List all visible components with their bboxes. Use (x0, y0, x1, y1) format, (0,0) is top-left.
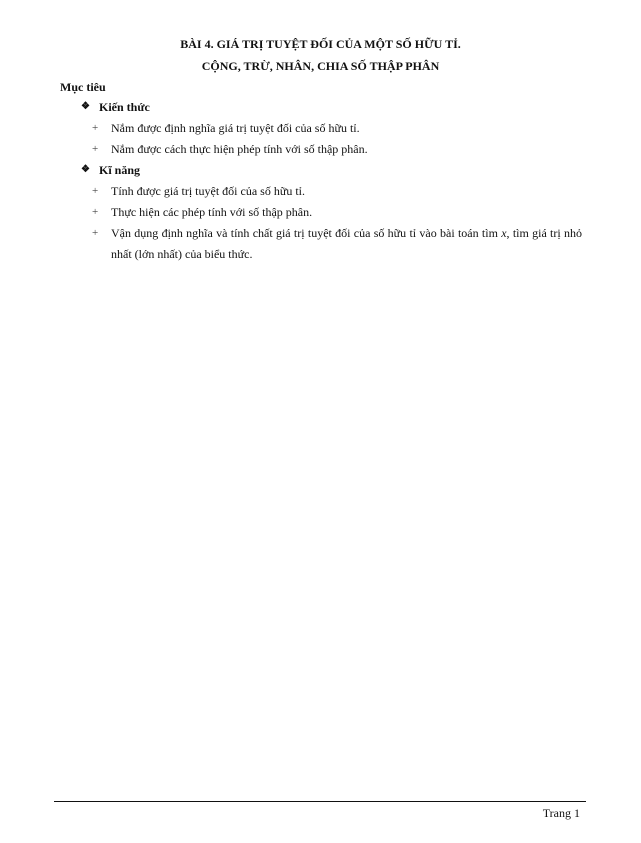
plus-bullet-icon: + (92, 143, 99, 155)
page-title-line-2: CỘNG, TRỪ, NHÂN, CHIA SỐ THẬP PHÂN (201, 59, 440, 73)
section-heading-skills: Kĩ năng (99, 163, 141, 177)
diamond-bullet-icon: ❖ (81, 101, 90, 112)
plus-bullet-icon: + (92, 122, 99, 134)
plus-bullet-icon: + (92, 185, 99, 197)
plus-bullet-icon: + (92, 206, 99, 218)
list-item-text: Tính được giá trị tuyệt đối của số hữu tỉ. (111, 184, 305, 198)
section-skills (80, 163, 140, 177)
plus-bullet-icon: + (92, 227, 99, 239)
section-heading-knowledge: Kiến thức (99, 100, 150, 114)
objectives-heading: Mục tiêu (60, 80, 106, 94)
page-title-line-1: BÀI 4. GIÁ TRỊ TUYỆT ĐỐI CỦA MỘT SỐ HỮU TỈ. (180, 37, 461, 51)
list-item-text: Thực hiện các phép tính với số thập phân. (111, 205, 313, 219)
list-item (92, 223, 582, 265)
list-item-text: Nắm được cách thực hiện phép tính với số thập phân. (111, 142, 368, 156)
section-knowledge (80, 100, 150, 114)
diamond-bullet-icon: ❖ (81, 164, 90, 175)
list-item-text: Nắm được định nghĩa giá trị tuyệt đối của số hữu tỉ. (111, 121, 360, 135)
list-item-text: Vận dụng định nghĩa và tính chất giá trị tuyệt đối của số hữu tỉ vào bài toán tìm x, tìm giá trị nhỏ nhất (lớn nhất) của biểu thức. (111, 226, 583, 261)
footer-divider (54, 801, 586, 802)
page-number: Trang 1 (542, 806, 580, 820)
